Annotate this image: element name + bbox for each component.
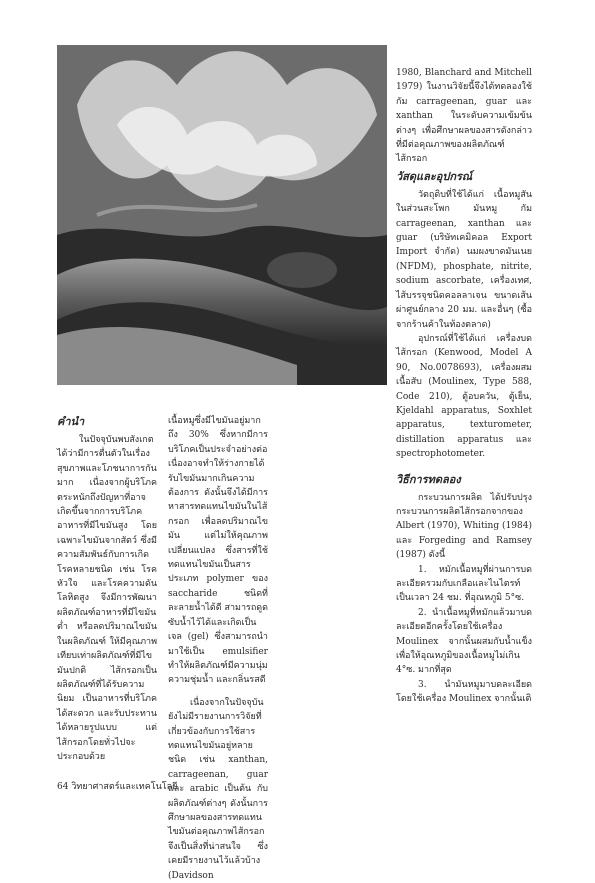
right-column xyxy=(396,66,532,707)
materials-paragraph-1: วัตถุดิบที่ใช้ได้แก่ เนื้อหมูสันในส่วนสะโพก มันหมู กัม carrageenan, xanthan และ guar (บริษัทเคมิคอล Export Import จำกัด) นมผงขาดมันเนย (NFDM), phosphate, nitrite, sodium ascorbate, เครื่องเทศ, ไส้บรรจุชนิดคอลลาเจน ขนาดเส้นผ่าศูนย์กลาง 20 มม. และอื่นๆ (ซื้อจากร้านค้าในท้องตลาด) xyxy=(396,189,532,330)
lettuce-and-sausage-illustration xyxy=(57,45,387,385)
methods-step-2: 2. นำเนื้อหมูที่หมักแล้วมาบดละเอียดอีกครั้งโดยใช้เครื่อง Moulinex จากนั้นผสมกับน้ำแข็งเพื่อให้อุณหภูมิของเนื้อหมูไม่เกิน 4°ซ. มากที่สุด xyxy=(396,607,532,676)
journal-title: วิทยาศาสตร์และเทคโนโลยี xyxy=(71,782,178,792)
methods-heading: วิธีการทดลอง xyxy=(396,472,461,486)
materials-heading: วัสดุและอุปกรณ์ xyxy=(396,169,473,183)
intro-paragraph-1: ในปัจจุบันพบสังเกตได้ว่ามีการตื่นตัวในเรื่องสุขภาพและโภชนาการกันมาก เนื่องจากผู้บริโภคตระหนักถึงปัญหาที่อาจเกิดขึ้นจากการบริโภคอาหารที่มีไขมันสูง โดยเฉพาะไขมันจากสัตว์ ซึ่งมีความสัมพันธ์กับการเกิดโรคหลายชนิด เช่น โรคหัวใจ และโรคความดันโลหิตสูง จึงมีการพัฒนาผลิตภัณฑ์อาหารที่มีไขมันต่ำ หรือลดปริมาณไขมันในผลิตภัณฑ์ ให้มีคุณภาพเทียบเท่าผลิตภัณฑ์ที่มีไขมันปกติ ไส้กรอกเป็นผลิตภัณฑ์ที่ได้รับความนิยม เป็นอาหารที่บริโภคได้สะดวก และรับประทานได้หลายรูปแบบ แต่ไส้กรอกโดยทั่วไปจะประกอบด้วย xyxy=(57,435,157,762)
methods-paragraph-1: กระบวนการผลิต ได้ปรับปรุงกระบวนการผลิตไส้กรอกจากของ Albert (1970), Whiting (1984) และ Forgeding and Ramsey (1987) ดังนี้ xyxy=(396,492,532,561)
intro-heading: คำนำ xyxy=(57,415,85,428)
intro-column-left xyxy=(57,414,157,764)
intro-paragraph-2: เนื้อหมูซึ่งมีไขมันอยู่มากถึง 30% ซึ่งหากมีการบริโภคเป็นประจำอย่างต่อเนื่องอาจทำให้ร่างกายได้รับไขมันมากเกินความต้องการ ดังนั้นจึงได้มีการหาสารทดแทนไขมันในไส้กรอก เพื่อลดปริมาณไขมัน แต่ไม่ให้คุณภาพเปลี่ยนแปลง ซึ่งสารที่ใช้ทดแทนไขมันเป็นสารประเภท polymer ของ saccharide ชนิดที่ละลายน้ำได้ดี สามารถดูดซับน้ำไว้ได้และเกิดเป็นเจล (gel) ซึ่งสามารถนำมาใช้เป็น emulsifier ทำให้ผลิตภัณฑ์มีความนุ่มความชุ่มน้ำ และกลิ่นรสดี xyxy=(168,416,268,686)
intro-column-middle xyxy=(168,414,268,883)
page-number: 64 xyxy=(57,782,69,792)
intro-paragraph-3: เนื่องจากในปัจจุบันยังไม่มีรายงานการวิจัยที่เกี่ยวข้องกับการใช้สารทดแทนไขมันอยู่หลายชนิด เช่น xanthan, carrageenan, guar และ arabic เป็นต้น กับผลิตภัณฑ์ต่างๆ ดังนั้นการศึกษาผลของสารทดแทนไขมันต่อคุณภาพไส้กรอกจึงเป็นสิ่งที่น่าสนใจ ซึ่งเคยมีรายงานไว้แล้วบ้าง (Davidson xyxy=(168,697,268,881)
intro-continuation: 1980, Blanchard and Mitchell 1979) ในงานวิจัยนี้จึงได้ทดลองใช้กัม carrageenan, guar และ xanthan ในระดับความเข้มข้นต่างๆ เพื่อศึกษาผลของสารดังกล่าวที่มีต่อคุณภาพของผลิตภัณฑ์ไส้กรอก xyxy=(396,68,532,165)
methods-step-1: 1. หมักเนื้อหมูที่ผ่านการบดละเอียดรวมกับเกลือและไนไตรท์ เป็นเวลา 24 ชม. ที่อุณหภูมิ 5°ซ. xyxy=(396,564,532,604)
page-footer xyxy=(57,781,177,793)
methods-step-3: 3. นำมันหมูมาบดละเอียด โดยใช้เครื่อง Moulinex จากนั้นเติ xyxy=(396,679,532,705)
sausage-photo xyxy=(57,45,387,385)
materials-paragraph-2: อุปกรณ์ที่ใช้ได้แก่ เครื่องบดไส้กรอก (Kenwood, Model A 90, No.0078693), เครื่องผสมเนื้อสับ (Moulinex, Type 588, Code 210), ตู้อบควัน, ตู้เย็น, Kjeldahl apparatus, Soxhlet apparatus, texturometer, distillation apparatus และ spectrophotometer. xyxy=(396,333,532,460)
